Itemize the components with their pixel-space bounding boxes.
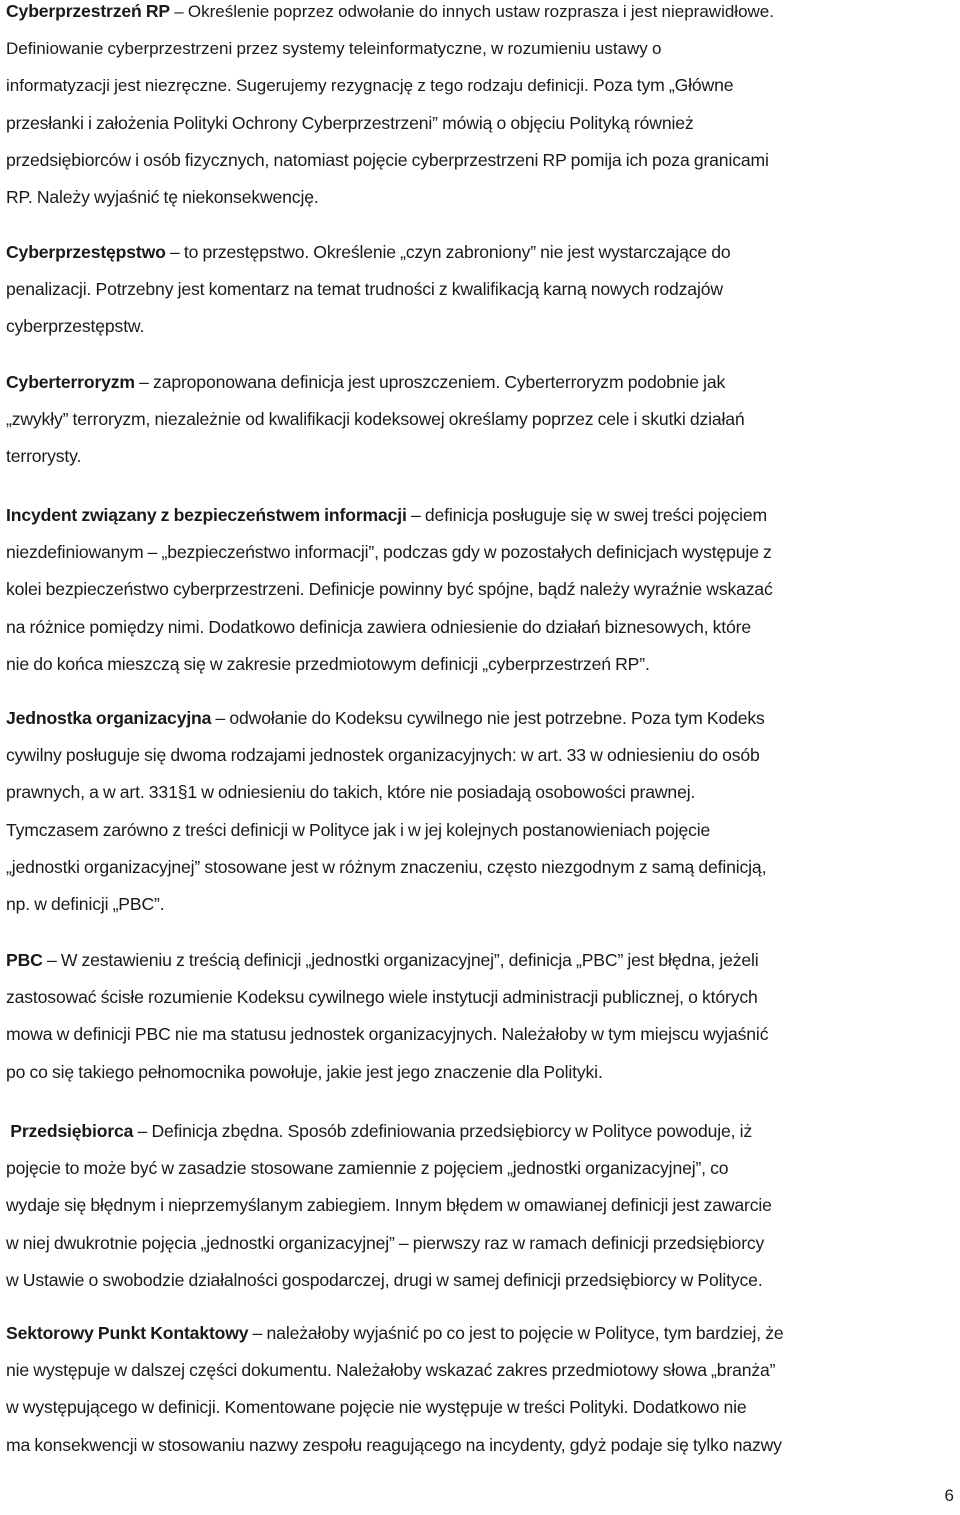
paragraph-text: przedsiębiorców i osób fizycznych, natomiast pojęcie cyberprzestrzeni RP pomija ich poza granicami bbox=[6, 149, 769, 170]
paragraph-cyberprzestepstwo bbox=[6, 234, 731, 346]
paragraph-text: pojęcie to może być w zasadzie stosowane zamiennie z pojęciem „jednostki organizacyjnej”, co bbox=[6, 1158, 729, 1179]
paragraph-text: cyberprzestępstw. bbox=[6, 316, 145, 337]
paragraph-text: kolei bezpieczeństwo cyberprzestrzeni. Definicje powinny być spójne, bądź należy wyraźnie wskazać bbox=[6, 579, 773, 600]
term-incydent: Incydent związany z bezpieczeństwem informacji bbox=[6, 505, 407, 525]
paragraph-text: prawnych, a w art. 331§1 w odniesieniu do takich, które nie posiadają osobowości prawnej. bbox=[6, 782, 696, 803]
paragraph-text: – Określenie poprzez odwołanie do innych ustaw rozprasza i jest nieprawidłowe. bbox=[170, 2, 774, 21]
paragraph-text: w niej dwukrotnie pojęcia „jednostki organizacyjnej” – pierwszy raz w ramach definicji przedsiębiorcy bbox=[6, 1232, 765, 1253]
paragraph-text: ma konsekwencji w stosowaniu nazwy zespołu reagującego na incydenty, gdyż podaje się tylko nazwy bbox=[6, 1434, 782, 1455]
paragraph-jednostka-organizacyjna bbox=[6, 700, 766, 923]
paragraph-text: – zaproponowana definicja jest uproszczeniem. Cyberterroryzm podobnie jak bbox=[134, 372, 726, 392]
paragraph-text: – Definicja zbędna. Sposób zdefiniowania przedsiębiorcy w Polityce powoduje, iż bbox=[133, 1121, 753, 1141]
paragraph-text: penalizacji. Potrzebny jest komentarz na temat trudności z kwalifikacją karną nowych rodzajów bbox=[6, 279, 723, 300]
paragraph-text: informatyzacji jest niezręczne. Sugerujemy rezygnację z tego rodzaju definicji. bbox=[6, 76, 589, 96]
paragraph-text: wydaje się błędnym i nieprzemyślanym zabiegiem. Innym błędem w omawianej definicji jest zawarcie bbox=[6, 1195, 772, 1216]
paragraph-pbc bbox=[6, 942, 768, 1091]
paragraph-text: terrorysty. bbox=[6, 446, 82, 467]
paragraph-przedsiebiorca bbox=[6, 1113, 772, 1299]
paragraph-text: Tymczasem zarówno z treści definicji w Polityce jak i w jej kolejnych postanowieniach pojęcie bbox=[6, 819, 711, 840]
paragraph-text: cywilny posługuje się dwoma rodzajami jednostek organizacyjnych: w art. 33 w odniesieniu do osób bbox=[6, 745, 760, 766]
paragraph-text: – W zestawieniu z treścią definicji „jednostki organizacyjnej”, definicja „PBC” jest błędna, jeżeli bbox=[42, 950, 759, 970]
term-cyberterroryzm: Cyberterroryzm bbox=[6, 372, 135, 392]
paragraph-text: w występującego w definicji. Komentowane pojęcie nie występuje w treści Polityki. Dodatkowo nie bbox=[6, 1397, 747, 1418]
paragraph-cyberprzestrzen bbox=[6, 0, 774, 216]
paragraph-text: Definiowanie cyberprzestrzeni przez systemy teleinformatyczne, w rozumieniu ustawy o bbox=[6, 39, 662, 59]
paragraph-text: nie do końca mieszczą się w zakresie przedmiotowym definicji „cyberprzestrzeń RP”. bbox=[6, 653, 650, 674]
term-pbc: PBC bbox=[6, 950, 43, 970]
paragraph-text: niezdefiniowanym – „bezpieczeństwo informacji”, podczas gdy w pozostałych definicjach występuje z bbox=[6, 542, 772, 563]
paragraph-cyberterroryzm bbox=[6, 364, 745, 476]
paragraph-text: – to przestępstwo. Określenie „czyn zabroniony” nie jest wystarczające do bbox=[165, 242, 731, 262]
page-number: 6 bbox=[944, 1486, 954, 1505]
term-jednostka-organizacyjna: Jednostka organizacyjna bbox=[6, 708, 212, 728]
term-cyberprzestrzen: Cyberprzestrzeń RP bbox=[6, 1, 170, 21]
term-sektorowy-punkt-kontaktowy: Sektorowy Punkt Kontaktowy bbox=[6, 1323, 249, 1343]
paragraph-text: na różnice pomiędzy nimi. Dodatkowo definicja zawiera odniesienie do działań biznesowych, które bbox=[6, 616, 752, 637]
paragraph-text: – odwołanie do Kodeksu cywilnego nie jest potrzebne. Poza tym Kodeks bbox=[211, 708, 765, 728]
paragraph-text: „zwykły” terroryzm, niezależnie od kwalifikacji kodeksowej określamy poprzez cele i skutki działań bbox=[6, 409, 745, 430]
paragraph-text: „jednostki organizacyjnej” stosowane jest w różnym znaczeniu, często niezgodnym z samą definicją, bbox=[6, 856, 767, 877]
paragraph-text: mowa w definicji PBC nie ma statusu jednostek organizacyjnych. Należałoby w tym miejscu wyjaśnić bbox=[6, 1024, 769, 1045]
paragraph-text: po co się takiego pełnomocnika powołuje, jakie jest jego znaczenie dla Polityki. bbox=[6, 1061, 603, 1082]
paragraph-text: nie występuje w dalszej części dokumentu. Należałoby wskazać zakres przedmiotowy słowa „branża” bbox=[6, 1360, 776, 1381]
paragraph-text: RP. Należy wyjaśnić tę niekonsekwencję. bbox=[6, 187, 319, 208]
paragraph-text: – należałoby wyjaśnić po co jest to pojęcie w Polityce, tym bardziej, że bbox=[248, 1323, 784, 1343]
paragraph-text: w Ustawie o swobodzie działalności gospodarczej, drugi w samej definicji przedsiębiorcy w Polityce. bbox=[6, 1269, 763, 1290]
term-przedsiebiorca: Przedsiębiorca bbox=[10, 1121, 134, 1141]
paragraph-text: zastosować ścisłe rozumienie Kodeksu cywilnego wiele instytucji administracji publicznej, o których bbox=[6, 987, 758, 1008]
paragraph-text: np. w definicji „PBC”. bbox=[6, 894, 165, 915]
paragraph-text: Poza tym „Główne bbox=[588, 75, 734, 96]
paragraph-text: przesłanki i założenia Polityki Ochrony Cyberprzestrzeni” mówią o objęciu Polityką również bbox=[6, 112, 694, 133]
paragraph-incydent bbox=[6, 497, 773, 683]
paragraph-sektorowy-punkt-kontaktowy bbox=[6, 1315, 784, 1464]
term-cyberprzestepstwo: Cyberprzestępstwo bbox=[6, 242, 166, 262]
paragraph-text: – definicja posługuje się w swej treści pojęciem bbox=[406, 505, 768, 525]
